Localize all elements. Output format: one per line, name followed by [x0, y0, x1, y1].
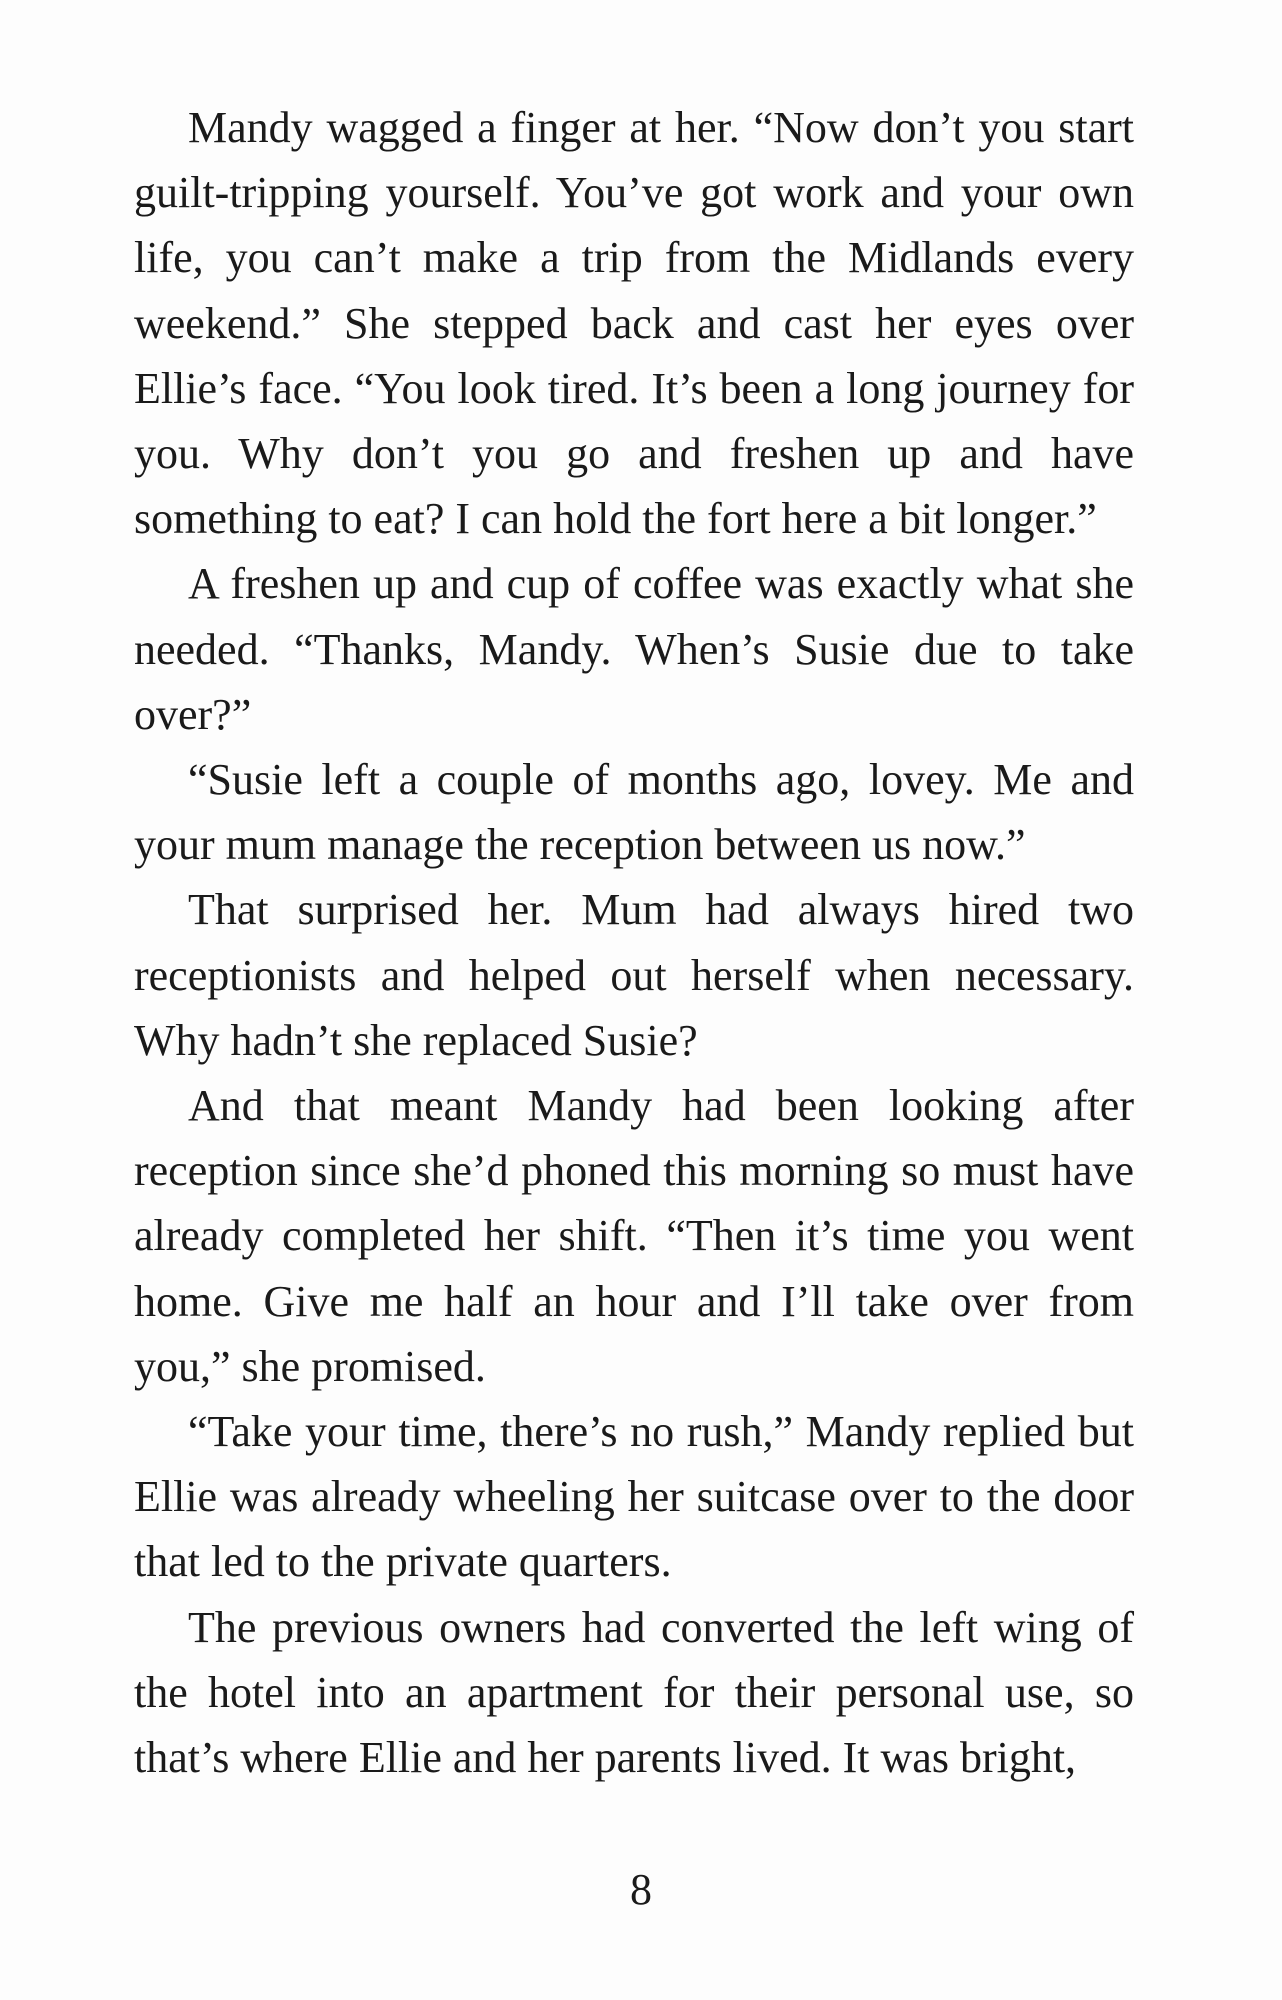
paragraph-4: That surprised her. Mum had always hired two receptionists and helped out herself when necessary. Why hadn’t she replaced Susie? — [134, 885, 1134, 1065]
paragraph-2: A freshen up and cup of coffee was exactly what she needed. “Thanks, Mandy. When’s Susie due to take over?” — [134, 559, 1134, 739]
paragraph-3: “Susie left a couple of months ago, lovey. Me and your mum manage the reception between us now.” — [134, 755, 1134, 870]
paragraph-7: The previous owners had converted the left wing of the hotel into an apartment for their personal use, so that’s where Ellie and her parents lived. It was bright, — [134, 1602, 1134, 1783]
paragraph-5: And that meant Mandy had been looking after reception since she’d phoned this morning so must have already completed her shift. “Then it’s time you went home. Give me half an hour and I’ll take over from you,” she promised. — [134, 1081, 1134, 1391]
body-text — [134, 95, 1134, 1790]
page-number: 8 — [630, 1865, 652, 1914]
paragraph-6: “Take your time, there’s no rush,” Mandy replied but Ellie was already wheeling her suitcase over to the door that led to the private quarters. — [134, 1407, 1134, 1587]
paragraph-1: Mandy wagged a finger at her. “Now don’t you start guilt-tripping yourself. You’ve got work and your own life, you can’t make a trip from the Midlands every weekend.” She stepped back and cast her eyes over Ellie’s face. “You look tired. It’s been a long journey for you. Why don’t you go and freshen up and have something to eat? I can hold the fort here a bit longer.” — [134, 103, 1134, 544]
